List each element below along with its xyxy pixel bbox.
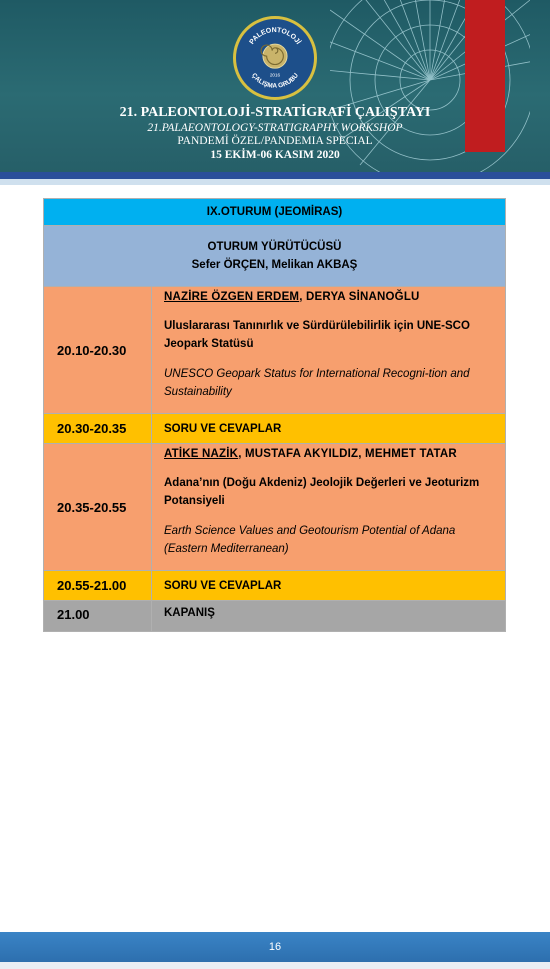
workshop-title-tr: 21. PALEONTOLOJİ-STRATİGRAFİ ÇALIŞTAYI [119, 105, 431, 120]
footer-bar [0, 932, 550, 962]
qa-time: 20.30-20.35 [57, 421, 127, 436]
header-stripe-light [0, 179, 550, 185]
presenting-author: ATİKE NAZİK [164, 448, 239, 460]
talk-time: 20.10-20.30 [57, 342, 127, 358]
talk-authors [164, 444, 491, 460]
session-chair-row [44, 226, 506, 287]
closing-label: KAPANIŞ [164, 607, 215, 619]
session-program-table [43, 198, 506, 632]
logo-bottom-text: ÇALIŞMA GRUBU [250, 72, 300, 90]
logo-year: 2016 [269, 72, 281, 78]
talk-title-en: UNESCO Geopark Status for International Recogni-tion and Sustainability [164, 368, 470, 398]
header-banner [0, 0, 550, 172]
qa-label: SORU VE CEVAPLAR [164, 422, 282, 435]
co-authors: , DERYA SİNANOĞLU [299, 291, 420, 303]
session-title-row [44, 199, 506, 226]
footer-stripe [0, 962, 550, 969]
svg-text:PALEONTOLOJİ [249, 27, 304, 46]
ammonite-icon [236, 19, 314, 97]
closing-row [44, 601, 506, 632]
talk-row [44, 444, 506, 571]
workshop-title-en: 21.PALAEONTOLOGY-STRATIGRAPHY WORKSHOP [147, 122, 403, 134]
talk-title-en: Earth Science Values and Geotourism Potential of Adana (Eastern Mediterranean) [164, 525, 456, 555]
chair-label: OTURUM YÜRÜTÜCÜSÜ [207, 241, 342, 253]
header-stripe [0, 172, 550, 179]
talk-title-tr: Adana’nın (Doğu Akdeniz) Jeolojik Değerleri ve Jeoturizm Potansiyeli [164, 477, 480, 507]
talk-row [44, 287, 506, 414]
workshop-dates: 15 EKİM-06 KASIM 2020 [210, 149, 340, 161]
presenting-author: NAZİRE ÖZGEN ERDEM [164, 291, 300, 303]
workshop-logo [233, 16, 317, 100]
talk-authors [164, 287, 491, 303]
closing-time: 21.00 [57, 607, 90, 622]
chair-names: Sefer ÖRÇEN, Melikan AKBAŞ [191, 259, 358, 271]
page-number: 16 [268, 941, 282, 953]
qa-row [44, 414, 506, 444]
special-edition: PANDEMİ ÖZEL/PANDEMIA SPECIAL [177, 135, 373, 147]
logo-top-text: PALEONTOLOJİ [248, 26, 302, 46]
co-authors: , MUSTAFA AKYILDIZ, MEHMET TATAR [238, 448, 457, 460]
talk-title-tr: Uluslararası Tanınırlık ve Sürdürülebilirlik için UNE-SCO Jeopark Statüsü [164, 320, 470, 350]
qa-label: SORU VE CEVAPLAR [164, 579, 282, 592]
talk-time: 20.35-20.55 [57, 499, 127, 515]
session-title: IX.OTURUM (JEOMİRAS) [44, 199, 506, 226]
header-titles [0, 104, 550, 162]
qa-row [44, 571, 506, 601]
qa-time: 20.55-21.00 [57, 578, 127, 593]
